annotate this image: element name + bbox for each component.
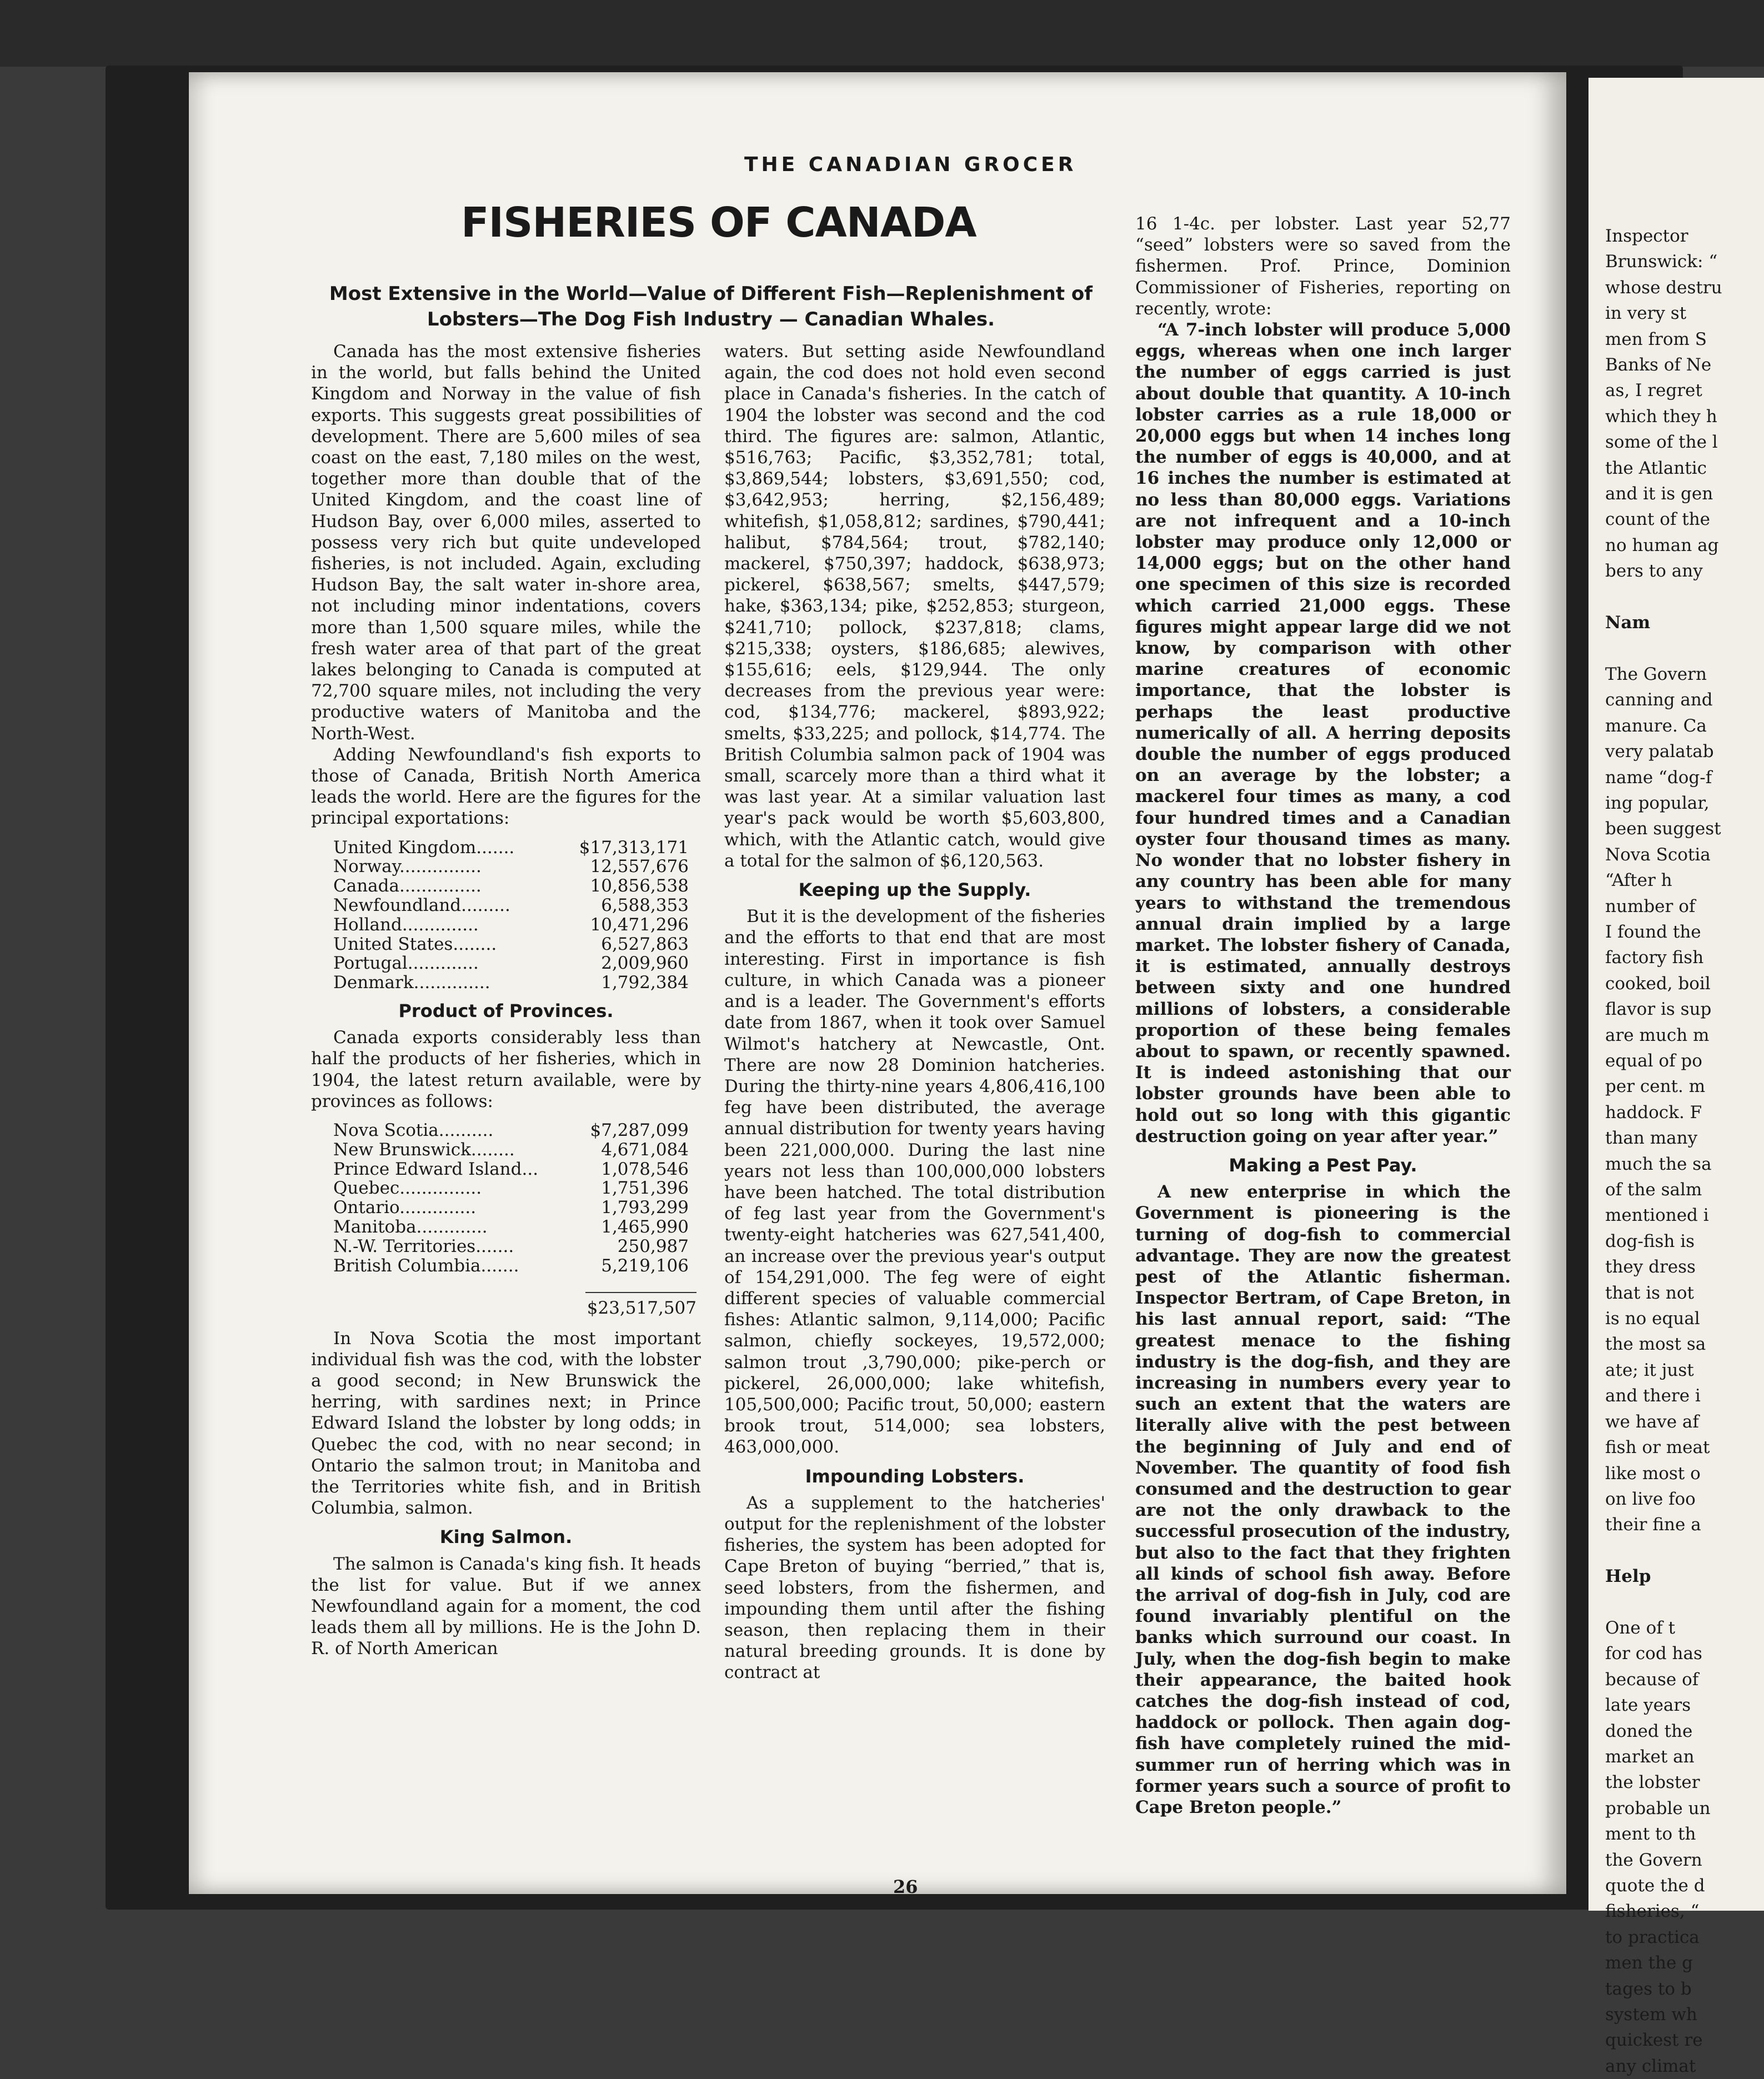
fragment-line: in very st [1605,303,1687,324]
section-heading: Making a Pest Pay. [1229,1154,1417,1176]
row-label: United States........ [333,934,497,954]
paragraph: But it is the development of the fisheries and the efforts to that end that are most interesting. First in importance is fish culture, in which Canada was a pioneer and is a leader. The Government's efforts date from 1867, when it took over Samuel Wilmot's hatchery at Newcastle, Ont. There are now 28 Dominion hatcheries. During the thirty-nine years 4,806,416,100 feg have been distributed, the average annual distribution for twenty years having been 221,000,000. During the last nine years not less than 100,000,000 lobsters have been hatched. The total distribution of feg last year from the Government's twenty-eight hatcheries was 627,541,400, an increase over the previous year's output of 154,291,000. The feg were of eight different species of valuable commercial fishes: Atlantic salmon, 9,114,000; Pacific salmon, chiefly sockeyes, 19,572,000; salmon trout ,3,790,000; pike-perch or pickerel, 26,000,000; lake whitefish, 105,500,000; Pacific trout, 50,000; eastern brook trout, 514,000; sea lobsters, 463,000,000. [724,906,1105,1457]
row-label: Holland.............. [333,914,479,935]
table-row [333,915,689,935]
fragment-line: equal of po [1605,1051,1702,1071]
section-heading: Impounding Lobsters. [805,1465,1025,1487]
provinces-total: $23,517,507 [585,1292,696,1319]
fragment-line: “After h [1605,870,1672,891]
fragment-line: canning and [1605,690,1713,710]
fragment-line [1605,1590,1764,1615]
fragment-line: market an [1605,1746,1695,1767]
provinces-table [333,1121,689,1275]
fragment-line: late years [1605,1695,1691,1716]
fragment-line: and it is gen [1605,484,1713,504]
fragment-line: the Atlantic [1605,458,1707,478]
fragment-line: haddock. F [1605,1102,1702,1123]
fragment-line: some of the l [1605,432,1718,453]
row-label: British Columbia....... [333,1255,519,1276]
table-row [333,1140,689,1160]
fragment-line: that is not [1605,1283,1694,1303]
fragment-line [1605,636,1764,662]
section-heading: King Salmon. [439,1526,573,1548]
table-row [333,1179,689,1198]
row-label: Ontario.............. [333,1198,477,1218]
row-label: Quebec............... [333,1178,482,1199]
row-label: United Kingdom....... [333,837,515,858]
fragment-line: ing popular, [1605,793,1710,813]
table-row [333,1237,689,1256]
fragment-line: probable un [1605,1798,1711,1819]
row-label: Nova Scotia.......... [333,1120,494,1141]
quote-paragraph: “A 7-inch lobster will produce 5,000 eggs, whereas when one inch larger the number of eggs carried is just about double that quantity. A 10-inch lobster carries as a rule 18,000 or 20,000 eggs but when 14 inches long the number of eggs is 40,000, and at 16 inches the number is estimated at no less than 80,000 eggs. Variations are not infrequent and a 10-inch lobster may produce only 12,000 or 14,000 eggs; but on the other hand one specimen of this size is recorded which carried 21,000 eggs. These figures might appear large did we not know, by comparison with other marine creatures of economic importance, that the lobster is perhaps the least productive numerically of all. A herring deposits double the number of eggs produced on an average by the lobster; a mackerel four times as many, a cod four hundred times and a Canadian oyster four thousand times as many. No wonder that no lobster fishery in any country has been able for many years to withstand the tremendous annual drain implied by a large market. The lobster fishery of Canada, it is estimated, annually destroys between sixty and one hundred millions of lobsters, a considerable proportion of these being females about to spawn, or recently spawned. It is indeed astonishing that our lobster grounds have been able to hold out so long with this gigantic destruction going on year after year.” [1135,320,1511,1146]
row-value: 250,987 [617,1236,689,1256]
fragment-line: their fine a [1605,1515,1701,1535]
exports-table [333,838,689,993]
paragraph: Adding Newfoundland's fish exports to those of Canada, British North America leads the world. Here are the figures for the principal exportations: [311,744,701,829]
fragment-line: per cent. m [1605,1076,1706,1097]
paragraph: The salmon is Canada's king fish. It heads the list for value. But if we annex Newfoundland again for a moment, the cod leads them all by millions. He is the John D. R. of North American [311,1554,701,1659]
fragment-line: Help [1605,1566,1651,1587]
column-1 [311,341,701,1660]
row-value: $7,287,099 [590,1120,689,1141]
fragment-line: Inspector [1605,226,1688,246]
fragment-line: ment to th [1605,1824,1696,1845]
row-value: 4,671,084 [601,1139,689,1160]
paragraph: A new enterprise in which the Government is pioneering is the turning of dog-fish to commercial advantage. They are now the greatest pest of the Atlantic fisherman. Inspector Bertram, of Cape Breton, in his last annual report, said: “The greatest menace to the fishing industry is the dog-fish, and they are increasing in numbers every year to such an extent that the waters are literally alive with the pest between the beginning of July and end of November. The quantity of food fish consumed and the destruction to gear are not the only drawback to the successful prosecution of the industry, but also to the fact that they frighten all kinds of school fish away. Before the arrival of dog-fish in July, cod are found invariably plentiful on the banks which surround our coast. In July, when the dog-fish begin to make their appearance, the baited hook catches the dog-fish instead of cod, haddock or pollock. Then again dog-fish have completely ruined the mid-summer run of herring which was in former years such a source of profit to Cape Breton people.” [1135,1182,1511,1818]
row-value: 1,793,299 [601,1198,689,1218]
table-row [333,1121,689,1140]
fragment-line: for cod has [1605,1644,1702,1664]
fragment-line: dog-fish is [1605,1231,1695,1251]
fragment-line: and there i [1605,1386,1701,1406]
fragment-line: Nova Scotia [1605,844,1711,865]
row-label: Prince Edward Island... [333,1159,539,1179]
page-number: 26 [893,1876,918,1897]
fragment-line: I found the [1605,921,1701,942]
fragment-line: count of the [1605,509,1711,530]
table-row [333,838,689,858]
fragment-line: quote the d [1605,1876,1705,1896]
table-row [333,857,689,876]
fragment-line: Banks of Ne [1605,355,1712,375]
row-label: New Brunswick........ [333,1139,515,1160]
paragraph: 16 1-4c. per lobster. Last year 52,77 “seed” lobsters were so saved from the fishermen. Prof. Prince, Dominion Commissioner of Fisheries, reporting on recently, wrote: [1135,214,1511,319]
fragment-line: no human ag [1605,535,1719,555]
table-row [333,896,689,915]
fragment-line: factory fish [1605,948,1704,968]
fragment-line: the Govern [1605,1850,1702,1870]
fragment-line: which they h [1605,406,1717,427]
row-label: Portugal............. [333,953,479,974]
row-value: 1,078,546 [601,1159,689,1179]
fragment-line: to practica [1605,1927,1700,1947]
row-value: 1,751,396 [601,1178,689,1199]
fragment-line: tages to b [1605,1978,1692,1999]
fragment-line: fisheries, “ [1605,1901,1700,1922]
table-row [333,954,689,973]
fragment-line: flavor is sup [1605,999,1712,1020]
table-row [333,935,689,954]
fragment-line: name “dog-f [1605,767,1712,788]
fragment-line: doned the [1605,1721,1693,1741]
fragment-line: ate; it just [1605,1360,1694,1380]
fragment-line: quickest re [1605,2030,1703,2051]
fragment-line: like most o [1605,1463,1701,1484]
fragment-line: bers to any [1605,561,1703,582]
paragraph: In Nova Scotia the most important individual fish was the cod, with the lobster a good second; in New Brunswick the herring, with sardines next; in Prince Edward Island the lobster by long odds; in Quebec the cod, with no near second; in Ontario the salmon trout; in Manitoba and the Territories white fish, and in British Columbia, salmon. [311,1328,701,1519]
row-value: 6,527,863 [601,934,689,954]
fragment-line: as, I regret [1605,380,1702,401]
fragment-line: than many [1605,1128,1698,1149]
fragment-line: One of t [1605,1617,1676,1638]
fragment-line [1605,1538,1764,1564]
fragment-line: number of [1605,896,1696,916]
fragment-line: are much m [1605,1025,1710,1045]
paragraph: Canada has the most extensive fisheries in the world, but falls behind the United Kingdom and Norway in the value of fish exports. This suggests great possibilities of development. There are 5,600 miles of sea coast on the east, 7,180 miles on the west, together more than double that of the United Kingdom, and the coast line of Hudson Bay, over 6,000 miles, asserted to possess very rich but quite undeveloped fisheries, is not included. Again, excluding Hudson Bay, the salt water in-shore area, not including minor indentations, covers more than 1,500 square miles, while the fresh water area of that part of the great lakes belonging to Canada is computed at 72,700 square miles, not including the very productive waters of Manitoba and the North-West. [311,342,701,744]
row-value: 5,219,106 [601,1255,689,1276]
fragment-line: system wh [1605,2005,1697,2025]
row-value: 1,792,384 [601,973,689,993]
table-row [333,1218,689,1237]
column-3 [1135,213,1511,1818]
fragment-line: cooked, boil [1605,973,1711,994]
masthead: THE CANADIAN GROCER [744,153,1077,176]
fragment-line: any climat [1605,2056,1696,2076]
fragment-line: men from S [1605,329,1707,349]
section-heading: Product of Provinces. [398,1000,614,1022]
paragraph: Canada exports considerably less than half the products of her fisheries, which in 1904, the latest return available, were by provinces as follows: [311,1028,701,1111]
table-row [333,876,689,896]
fragment-line: manure. Ca [1605,715,1707,736]
fragment-line: The Govern [1605,664,1707,684]
table-row [333,1160,689,1179]
fragment-line: the most sa [1605,1334,1706,1355]
fragment-line: they dress [1605,1257,1696,1278]
fragment-line: we have af [1605,1411,1699,1432]
column-2 [724,341,1105,1684]
fragment-line: much the sa [1605,1154,1712,1174]
fragment-line: is no equal [1605,1309,1700,1329]
right-page-fragment [1588,78,1764,2076]
right-page-text [1588,78,1764,2079]
paragraph: As a supplement to the hatcheries' output for the replenishment of the lobster fisheries, the system has been adopted for Cape Breton of buying “berried,” that is, seed lobsters, from the fishermen, and impounding them until after the fishing season, then replacing them in their natural breeding grounds. It is done by contract at [724,1492,1105,1683]
row-label: Canada............... [333,876,482,896]
row-value: 10,856,538 [590,876,689,896]
fragment-line [1605,584,1764,610]
fragment-line: Brunswick: “ [1605,252,1718,272]
fragment-line: because of [1605,1669,1699,1690]
fragment-line: whose destru [1605,277,1722,298]
article-subtitle: Most Extensive in the World—Value of Different Fish—Replenishment of Lobsters—The Dog Fish Industry — Canadian Whales. [329,283,1093,330]
row-value: 1,465,990 [601,1217,689,1238]
row-label: Manitoba............. [333,1217,488,1238]
row-value: 12,557,676 [590,856,689,877]
row-value: $17,313,171 [579,837,689,858]
row-label: Newfoundland......... [333,895,510,916]
table-row [333,973,689,993]
row-label: Denmark.............. [333,973,490,993]
table-row [333,1198,689,1218]
fragment-line: the lobster [1605,1772,1700,1793]
fragment-line: very palatab [1605,742,1714,762]
table-row [333,1256,689,1276]
fragment-line: men the g [1605,1953,1693,1973]
row-value: 6,588,353 [601,895,689,916]
row-value: 10,471,296 [590,914,689,935]
paragraph: waters. But setting aside Newfoundland again, the cod does not hold even second place in Canada's fisheries. In the catch of 1904 the lobster was second and the cod third. The figures are: salmon, Atlantic, $516,763; Pacific, $3,352,781; total, $3,869,544; lobsters, $3,691,550; cod, $3,642,953; herring, $2,156,489; whitefish, $1,058,812; sardines, $790,441; halibut, $784,564; trout, $782,140; mackerel, $750,397; haddock, $638,973; pickerel, $638,567; smelts, $447,579; hake, $363,134; pike, $252,853; sturgeon, $241,710; pollock, $237,818; clams, $215,338; oysters, $186,685; alewives, $155,616; eels, $129,944. The only decreases from the previous year were: cod, $134,776; mackerel, $893,922; smelts, $33,225; and pollock, $14,774. The British Columbia salmon pack of 1904 was small, scarcely more than a third what it was last year. At a similar valuation last year's pack would be worth $5,603,800, which, with the Atlantic catch, would give a total for the salmon of $6,120,563. [724,342,1105,871]
fragment-line: mentioned i [1605,1205,1709,1226]
row-label: N.-W. Territories....... [333,1236,514,1256]
row-value: 2,009,960 [601,953,689,974]
row-label: Norway............... [333,856,482,877]
fragment-line: Nam [1605,613,1651,633]
section-heading: Keeping up the Supply. [798,879,1031,901]
fragment-line: of the salm [1605,1180,1702,1200]
fragment-line: been suggest [1605,819,1721,839]
fragment-line: on live foo [1605,1489,1696,1509]
article-title: FISHERIES OF CANADA [461,199,976,247]
scan-background-top [0,0,1764,67]
fragment-line: fish or meat [1605,1437,1710,1458]
